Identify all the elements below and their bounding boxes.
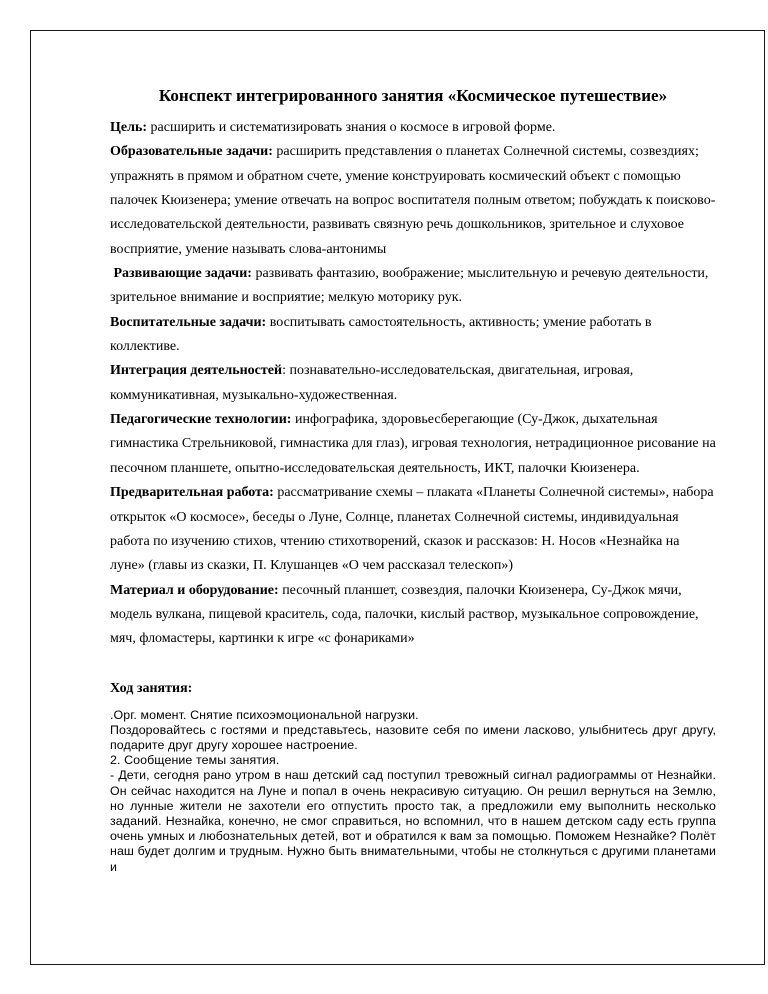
materials-text: песочный планшет, созвездия, палочки Кюизенера, Су-Джок мячи, модель вулкана, пищевой краситель, сода, палочки, кислый раствор, музыкальное сопровождение, мяч, фломастеры, картинки к игре «с фонариками»: [110, 582, 699, 647]
educational-tasks-paragraph: [110, 140, 716, 262]
developmental-tasks-label: Развивающие задачи:: [113, 266, 252, 282]
lesson-heading: Ход занятия:: [110, 680, 193, 696]
educational-tasks-label: Образовательные задачи:: [110, 144, 273, 160]
upbringing-tasks-text: воспитывать самостоятельность, активность; умение работать в коллективе.: [110, 314, 652, 355]
upbringing-tasks-label: Воспитательные задачи:: [110, 314, 267, 330]
upbringing-tasks-paragraph: [110, 311, 716, 360]
preliminary-work-text: рассматривание схемы – плаката «Планеты Солнечной системы», набора открыток «О космосе», беседы о Луне, Солнце, планетах Солнечной системы, индивидуальная работа по изучению стихов, чтению стихотворений, сказок и рассказов: Н. Носов «Незнайка на луне» (главы из сказки, П. Клушанцев «О чем рассказал телескоп»): [110, 485, 714, 574]
goal-label: Цель:: [110, 120, 148, 135]
technologies-paragraph: [110, 408, 716, 481]
materials-paragraph: [110, 579, 716, 652]
integration-label: Интеграция деятельностей: [110, 363, 283, 379]
lesson-line-topic: 2. Сообщение темы занятия.: [110, 753, 280, 768]
developmental-tasks-paragraph: [110, 262, 716, 311]
integration-paragraph: [110, 359, 716, 408]
document-title: Конспект интегрированного занятия «Космическое путешествие»: [158, 86, 668, 105]
lesson-line-org-moment: .Орг. момент. Снятие психоэмоциональной нагрузки.: [110, 707, 419, 722]
technologies-label: Педагогические технологии:: [110, 412, 292, 428]
preliminary-work-label: Предварительная работа:: [110, 485, 274, 501]
preliminary-work-paragraph: [110, 481, 716, 578]
technologies-text: инфографика, здоровьесберегающие (Су-Джок, дыхательная гимнастика Стрельниковой, гимнастика для глаз), игровая технология, нетрадиционное рисование на песочном планшете, опытно-исследовательская деятельность, ИКТ, палочки Кюизенера.: [110, 412, 716, 476]
document-body: [110, 86, 716, 875]
developmental-tasks-text: развивать фантазию, воображение; мыслительную и речевую деятельности, зрительное внимание и восприятие; мелкую моторику рук.: [110, 266, 709, 306]
lesson-line-greeting: Поздоровайтесь с гостями и представьтесь, назовите себя по имени ласково, улыбнитесь друг другу, подарите друг другу хорошее настроение.: [110, 722, 716, 752]
goal-text: расширить и систематизировать знания о космосе в игровой форме.: [147, 120, 556, 135]
goal-paragraph: [110, 116, 716, 140]
educational-tasks-text: расширить представления о планетах Солнечной системы, созвездиях; упражнять в прямом и обратном счете, умение конструировать космический объект с помощью палочек Кюизенера; умение отвечать на вопрос воспитателя полным ответом; побуждать к поисково-исследовательской деятельности, развивать связную речь дошкольников, зрительное и слуховое восприятие, умение называть слова-антонимы: [110, 144, 716, 257]
integration-text: : познавательно-исследовательская, двигательная, игровая, коммуникативная, музыкально-художественная.: [110, 363, 634, 403]
lesson-line-story: - Дети, сегодня рано утром в наш детский сад поступил тревожный сигнал радиограммы от Незнайки. Он сейчас находится на Луне и попал в очень некрасивую ситуацию. Он решил вернуться на Землю, но лунные жители не захотели его отпустить просто так, а предложили ему выполнить несколько заданий. Незнайка, конечно, не смог справиться, но вспомнил, что в нашем детском саду есть группа очень умных и любознательных детей, вот и обратился к вам за помощью. Поможем Незнайке? Полёт наш будет долгим и трудным. Нужно быть внимательными, чтобы не столкнуться с другими планетами и: [110, 768, 716, 874]
materials-label: Материал и оборудование:: [110, 582, 279, 598]
